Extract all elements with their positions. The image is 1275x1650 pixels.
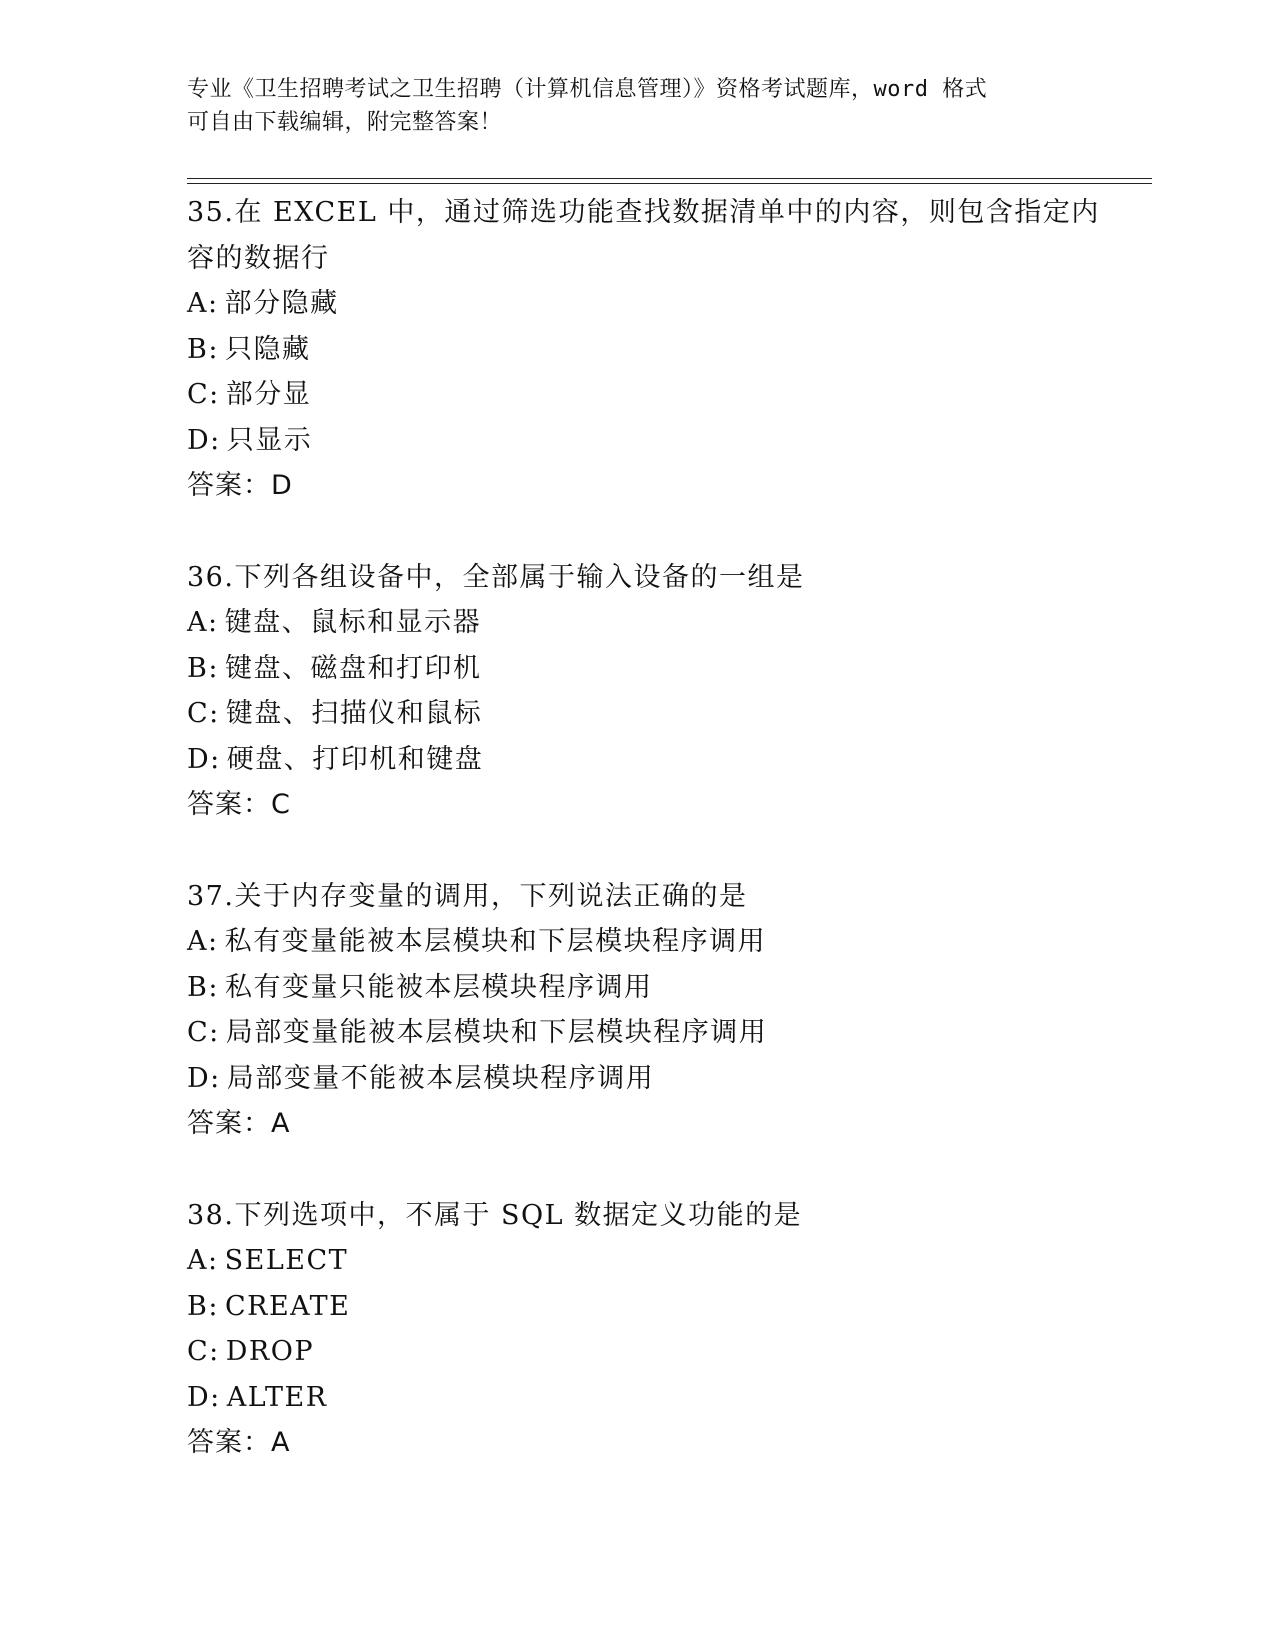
question-text: 38.下列选项中，不属于 SQL 数据定义功能的是: [187, 1199, 803, 1231]
question-38: [187, 1193, 1087, 1466]
option-a: [187, 281, 1087, 327]
option-letter: D:: [187, 1062, 221, 1094]
answer: 答案：D: [187, 470, 293, 501]
option-letter: D:: [187, 424, 221, 456]
document-header: [187, 73, 1087, 139]
option-a: [187, 600, 1087, 646]
option-letter: D:: [187, 1381, 221, 1413]
option-letter: A:: [187, 607, 219, 638]
option-letter: C:: [187, 1336, 220, 1367]
option-text: ALTER: [226, 1381, 328, 1413]
option-letter: B:: [187, 971, 219, 1003]
option-text: 硬盘、打印机和键盘: [226, 743, 484, 775]
option-letter: A:: [187, 288, 219, 319]
option-letter: C:: [187, 1017, 220, 1048]
header-line-2: 可自由下载编辑，附完整答案！: [187, 110, 503, 135]
option-a: [187, 1238, 1087, 1284]
option-letter: C:: [187, 698, 220, 729]
header-divider-bottom: [187, 183, 1152, 184]
option-text: DROP: [225, 1336, 315, 1367]
question-list: [187, 190, 1100, 1512]
option-b: [187, 327, 1087, 373]
option-text: 局部变量不能被本层模块程序调用: [226, 1062, 655, 1094]
option-text: 部分隐藏: [224, 288, 339, 319]
option-d: [187, 1056, 1087, 1102]
option-text: 只显示: [226, 424, 313, 456]
option-d: [187, 418, 1087, 464]
option-b: [187, 646, 1087, 692]
option-text: 局部变量能被本层模块和下层模块程序调用: [225, 1017, 768, 1048]
option-c: [187, 372, 1087, 418]
option-text: SELECT: [224, 1245, 349, 1276]
question-35: [187, 190, 1100, 509]
question-37: [187, 874, 1087, 1147]
option-d: [187, 1375, 1087, 1421]
option-letter: D:: [187, 743, 221, 775]
option-text: 键盘、扫描仪和鼠标: [225, 698, 483, 729]
option-text: 私有变量能被本层模块和下层模块程序调用: [224, 926, 767, 957]
option-letter: A:: [187, 1245, 219, 1276]
answer: 答案：A: [187, 1108, 291, 1139]
option-letter: C:: [187, 379, 220, 410]
option-text: CREATE: [224, 1290, 351, 1322]
option-text: 键盘、磁盘和打印机: [224, 652, 482, 684]
option-b: [187, 1284, 1087, 1330]
option-text: 部分显: [225, 379, 312, 410]
option-d: [187, 737, 1087, 783]
header-line-1: 专业《卫生招聘考试之卫生招聘（计算机信息管理）》资格考试题库，word 格式: [187, 77, 988, 102]
option-a: [187, 919, 1087, 965]
option-text: 键盘、鼠标和显示器: [224, 607, 482, 638]
answer: 答案：A: [187, 1427, 291, 1458]
option-letter: B:: [187, 1290, 219, 1322]
question-text: 37.关于内存变量的调用，下列说法正确的是: [187, 880, 748, 912]
question-text: 35.在 EXCEL 中，通过筛选功能查找数据清单中的内容，则包含指定内: [187, 197, 1100, 228]
question-text-continued: 容的数据行: [187, 242, 330, 274]
option-c: [187, 1010, 1087, 1056]
option-letter: B:: [187, 652, 219, 684]
answer: 答案：C: [187, 789, 291, 820]
question-36: [187, 555, 1087, 828]
option-text: 私有变量只能被本层模块程序调用: [224, 971, 653, 1003]
option-letter: B:: [187, 333, 219, 365]
option-b: [187, 965, 1087, 1011]
option-text: 只隐藏: [224, 333, 311, 365]
header-divider-top: [187, 178, 1152, 179]
question-text: 36.下列各组设备中，全部属于输入设备的一组是: [187, 561, 805, 593]
option-c: [187, 1329, 1087, 1375]
option-c: [187, 691, 1087, 737]
option-letter: A:: [187, 926, 219, 957]
